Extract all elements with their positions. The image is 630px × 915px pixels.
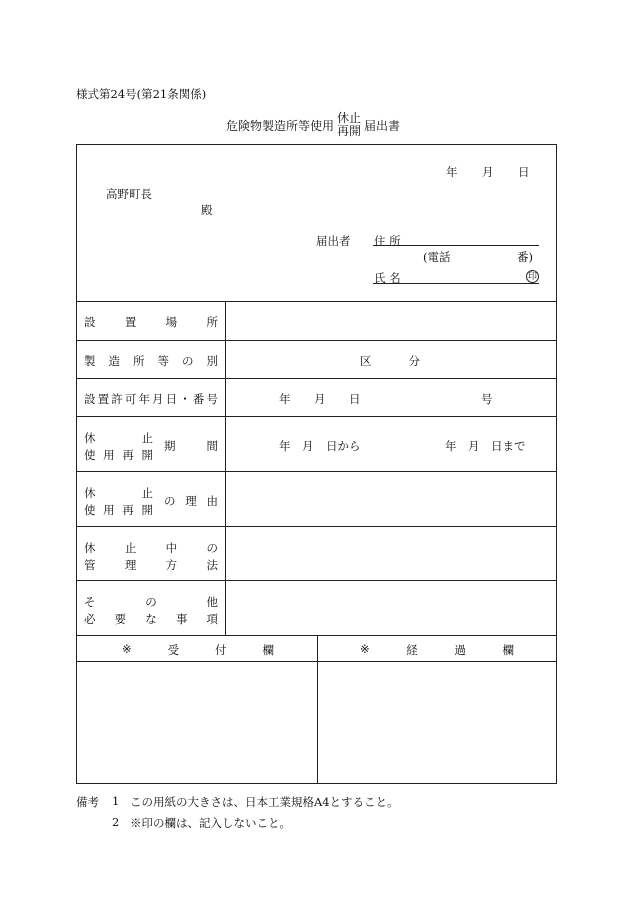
date-day-label: 日 [518,165,530,179]
name-label: 氏 名 [374,271,401,285]
phone-close-label: 番) [517,250,533,264]
label-other-bottom: 必 要 な 事 項 [84,612,218,626]
row-divider [76,471,557,472]
name-underline [373,283,539,284]
row-divider [76,580,557,581]
note-1-number: 1 [112,794,120,808]
row-divider [76,378,557,379]
permit-month-label: 月 [314,392,326,406]
period-to-year-label: 年 [445,439,457,453]
row-divider [76,526,557,527]
notes-label: 備考 [76,795,99,809]
row-divider [76,340,557,341]
label-reason-top: 休 止 [84,486,153,500]
period-from-year-label: 年 [279,439,291,453]
reception-column-header: ※ 受 付 欄 [122,642,274,657]
addressee: 高野町長 [106,187,152,201]
bottom-column-divider [317,635,318,784]
label-column-divider [225,301,226,635]
date-month-label: 月 [482,165,494,179]
label-location: 設 置 場 所 [84,315,218,329]
address-label: 住 所 [374,234,401,248]
label-reason: の 理 由 [164,494,218,508]
note-2-number: 2 [112,815,120,829]
period-from-month-label: 月 [302,439,314,453]
period-from-day-label: 日から [326,439,361,453]
date-year-label: 年 [446,165,458,179]
applicant-label: 届出者 [316,234,351,248]
progress-column-header: ※ 経 過 欄 [360,642,514,657]
note-1-text: この用紙の大きさは、日本工業規格A4とすること。 [130,795,399,809]
row-divider [76,301,557,302]
label-reason-bottom: 使 用 再 開 [84,503,153,517]
title-prefix: 危険物製造所等使用 [226,118,335,133]
label-facility-type: 製 造 所 等 の 別 [84,354,218,368]
period-to-month-label: 月 [468,439,480,453]
label-suspend-top: 休 止 [84,431,153,445]
label-period: 期 間 [164,439,218,453]
phone-open-label: (電話 [423,250,451,264]
title-options [337,112,361,138]
label-management-bottom: 管 理 方 法 [84,558,218,572]
title-option-resume: 再開 [337,124,362,138]
seal-icon: 印 [527,272,537,282]
note-2-text: ※印の欄は、記入しないこと。 [130,816,291,830]
label-suspend-bottom: 使 用 再 開 [84,448,153,462]
label-other-top: そ の 他 [84,595,218,609]
document-title [226,110,400,140]
title-option-suspend: 休止 [337,111,362,125]
label-category: 区 分 [360,354,420,368]
permit-day-label: 日 [349,392,361,406]
period-to-day-label: 日まで [491,439,526,453]
permit-number-label: 号 [481,392,493,406]
label-permit-date-number: 設 置 許 可 年 月 日 ・ 番 号 [84,392,218,406]
address-underline [373,245,539,246]
label-management-top: 休 止 中 の [84,541,218,555]
title-suffix: 届出書 [364,118,401,133]
row-divider [76,416,557,417]
permit-year-label: 年 [279,392,291,406]
honorific: 殿 [201,203,213,217]
form-number: 様式第24号(第21条関係) [76,87,207,101]
